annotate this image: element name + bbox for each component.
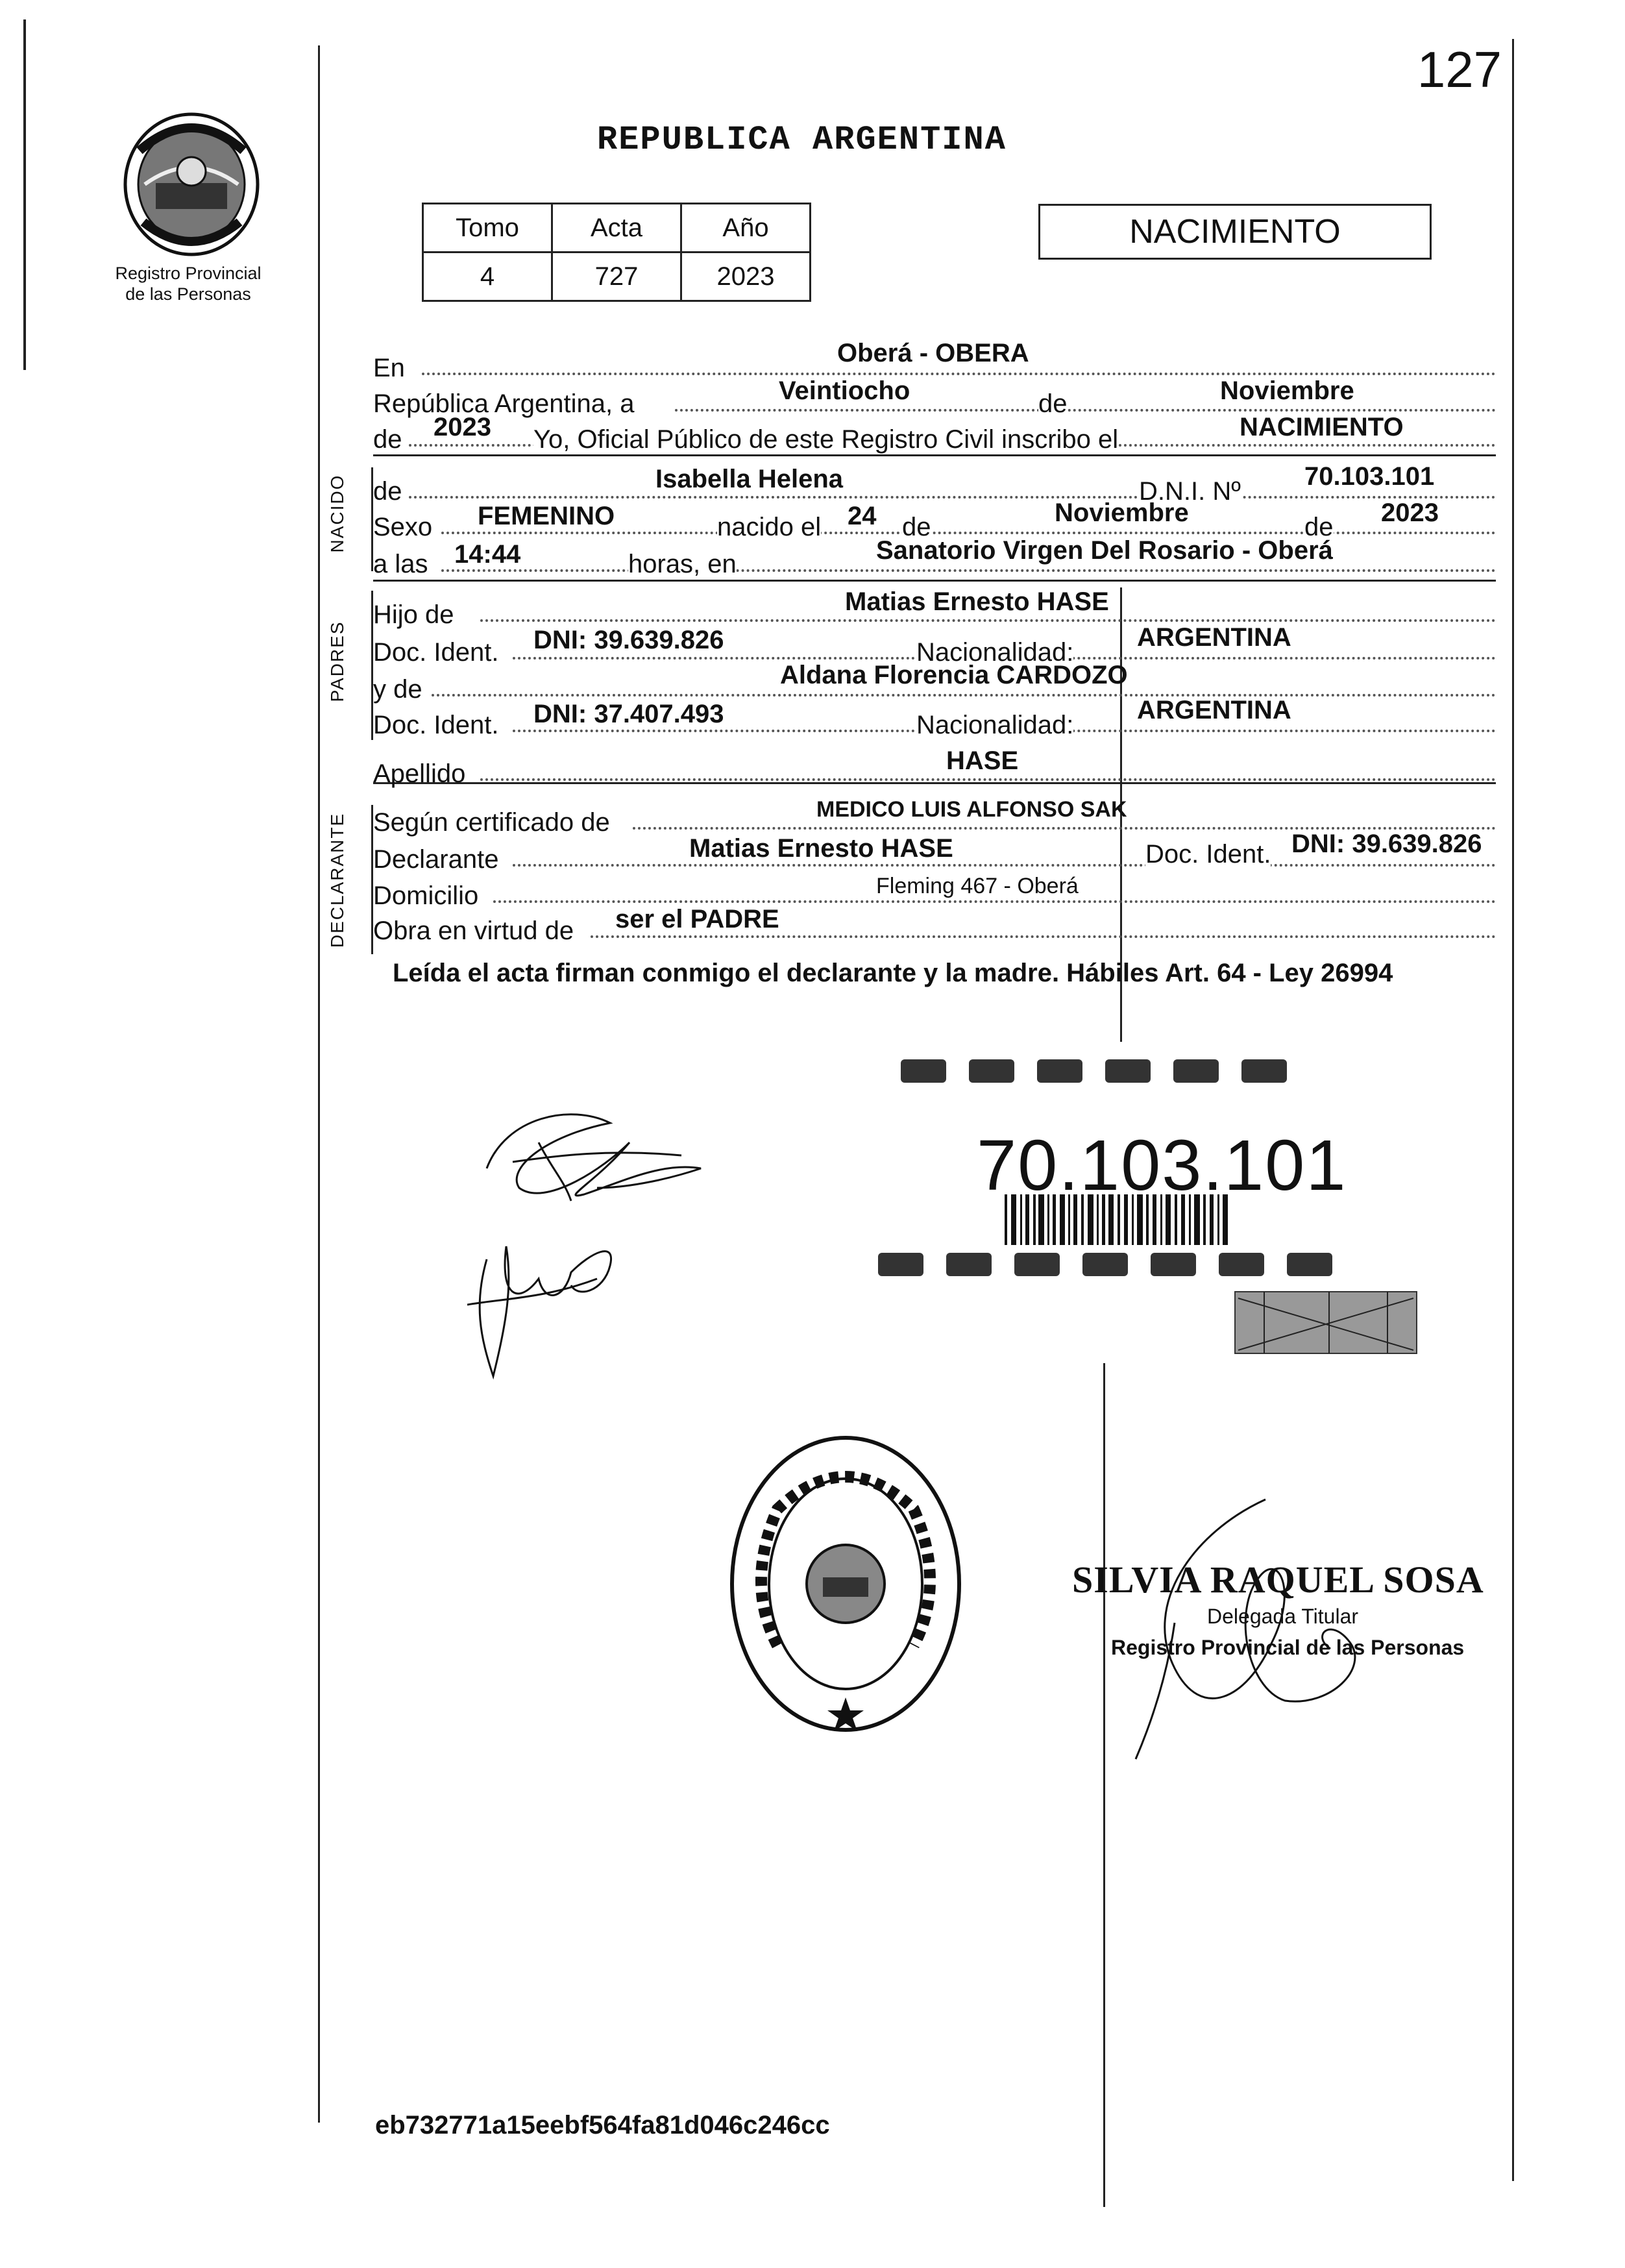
label-hijo-de: Hijo de	[373, 600, 454, 629]
value-lugar: Oberá - OBERA	[837, 339, 1029, 367]
label-nacionalidad: Nacionalidad:	[916, 638, 1074, 667]
value-mes-nacimiento: Noviembre	[1055, 499, 1189, 527]
delegation-seal-icon	[726, 1431, 966, 1736]
value-vinculo: ser el PADRE	[615, 905, 779, 933]
document-hash: eb732771a15eebf564fa81d046c246cc	[375, 2111, 830, 2139]
dotted-line	[480, 776, 1496, 781]
value-declarante-doc: DNI: 39.639.826	[1291, 830, 1482, 858]
value-acta: 727	[552, 253, 681, 301]
dotted-line	[432, 691, 1496, 696]
label-y-de: y de	[373, 675, 422, 704]
value-certificado-medico: MEDICO LUIS ALFONSO SAK	[816, 797, 1127, 822]
content-right-border	[1512, 39, 1514, 2181]
label-doc-ident2: Doc. Ident.	[373, 711, 499, 739]
dotted-line	[675, 406, 1496, 412]
value-hora: 14:44	[454, 540, 521, 569]
registry-caption-line1: Registro Provincial	[115, 264, 262, 283]
label-obra-en-virtud: Obra en virtud de	[373, 917, 574, 945]
registry-caption-line2: de las Personas	[125, 284, 251, 304]
label-de: de	[1038, 389, 1068, 418]
label-segun-certificado: Según certificado de	[373, 808, 610, 837]
label-sexo: Sexo	[373, 513, 433, 541]
value-nombre: Isabella Helena	[655, 465, 844, 493]
value-madre: Aldana Florencia CARDOZO	[780, 661, 1128, 689]
label-de-nombre: de	[373, 477, 402, 506]
dotted-line	[633, 824, 1496, 830]
label-nacionalidad2: Nacionalidad:	[916, 711, 1074, 739]
label-a-las: a las	[373, 550, 428, 578]
margin-line	[23, 19, 26, 370]
label-de-anio: de	[1304, 513, 1334, 541]
page-number: 127	[1417, 41, 1502, 98]
dotted-line	[513, 861, 1496, 867]
label-doc-ident3: Doc. Ident.	[1145, 840, 1271, 869]
official-org: Registro Provincial de las Personas	[1111, 1636, 1465, 1659]
dni-label-number: 70.103.101	[977, 1126, 1347, 1205]
value-sexo: FEMENINO	[478, 502, 615, 530]
header-acta: Acta	[552, 204, 681, 253]
value-padre-nacionalidad: ARGENTINA	[1137, 623, 1291, 652]
label-horas-en: horas, en	[628, 550, 737, 578]
value-anio-nacimiento: 2023	[1381, 499, 1439, 527]
record-table	[422, 203, 811, 302]
value-apellido: HASE	[946, 746, 1019, 775]
value-domicilio: Fleming 467 - Oberá	[876, 874, 1079, 898]
value-acto: NACIMIENTO	[1240, 413, 1404, 441]
section-label-padres: PADRES	[327, 621, 347, 702]
value-dia-letras: Veintiocho	[779, 376, 910, 405]
dni-security-label-icon	[875, 1052, 1446, 1363]
signature-declarante-icon	[467, 1091, 766, 1428]
value-anio: 2023	[681, 253, 811, 301]
value-mes-inscripcion: Noviembre	[1220, 376, 1354, 405]
dotted-line	[422, 370, 1496, 375]
registry-caption	[91, 263, 286, 304]
value-madre-doc: DNI: 37.407.493	[533, 700, 724, 728]
value-declarante: Matias Ernesto HASE	[689, 834, 953, 863]
closing-statement: Leída el acta firman conmigo el declarante y la madre. Hábiles Art. 64 - Ley 26994	[393, 959, 1393, 987]
record-type-box: NACIMIENTO	[1038, 204, 1432, 260]
province-emblem-icon	[120, 112, 263, 258]
label-dni: D.N.I. Nº	[1139, 477, 1241, 506]
label-republica: República Argentina, a	[373, 389, 635, 418]
value-dni: 70.103.101	[1304, 462, 1435, 491]
section-label-nacido: NACIDO	[327, 474, 347, 553]
header-anio: Año	[681, 204, 811, 253]
label-oficial: Yo, Oficial Público de este Registro Civil inscribo el	[533, 425, 1119, 454]
label-de2: de	[373, 425, 402, 454]
country-title: REPUBLICA ARGENTINA	[597, 121, 1007, 159]
dotted-line	[441, 567, 1496, 572]
value-padre-doc: DNI: 39.639.826	[533, 626, 724, 654]
label-doc-ident: Doc. Ident.	[373, 638, 499, 667]
value-tomo: 4	[423, 253, 552, 301]
label-nacido-el: nacido el	[717, 513, 822, 541]
official-name: SILVIA RAQUEL SOSA	[1072, 1559, 1484, 1601]
section-divider	[373, 580, 1496, 582]
section-divider	[373, 782, 1496, 784]
label-domicilio: Domicilio	[373, 881, 479, 910]
fold-line-lower	[1103, 1363, 1105, 2207]
dotted-line	[480, 617, 1496, 622]
header-tomo: Tomo	[423, 204, 552, 253]
dotted-line	[409, 493, 1496, 499]
official-role: Delegada Titular	[1207, 1605, 1359, 1628]
label-declarante: Declarante	[373, 845, 499, 874]
value-lugar-nacimiento: Sanatorio Virgen Del Rosario - Oberá	[876, 536, 1333, 565]
value-anio-inscripcion: 2023	[434, 413, 491, 441]
content-left-border	[318, 45, 320, 2123]
label-en: En	[373, 354, 405, 382]
value-madre-nacionalidad: ARGENTINA	[1137, 696, 1291, 724]
label-apellido: Apellido	[373, 759, 466, 788]
section-divider	[373, 454, 1496, 456]
value-padre: Matias Ernesto HASE	[845, 587, 1109, 616]
section-label-declarante: DECLARANTE	[327, 812, 347, 948]
label-de-mes: de	[902, 513, 931, 541]
value-dia-nacimiento: 24	[848, 502, 877, 530]
